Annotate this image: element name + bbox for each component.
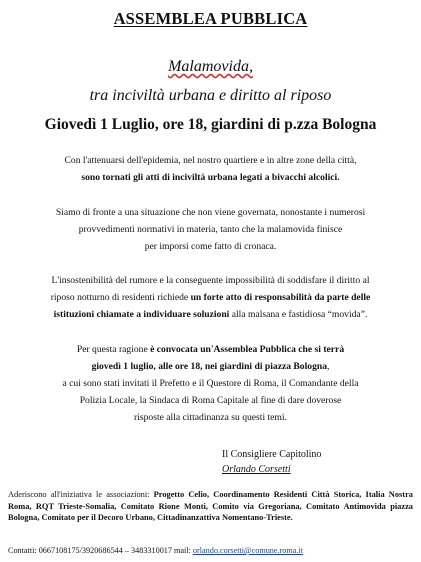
paragraph-2-line-1: Siamo di fronte a una situazione che non viene governata, nonostante i numerosi (55, 207, 366, 218)
paragraph-3-line-2: riposo notturno di residenti richiede un forte atto di responsabilità da parte delle (50, 292, 371, 303)
paragraph-4-line-5: risposte alla cittadinanza su questi temi. (134, 412, 287, 423)
associations-intro: Aderiscono all'iniziativa le associazioni: (8, 490, 154, 499)
paragraph-3-line-1: L'insostenibilità del rumore e la conseguente impossibilità di soddisfare il diritto al (51, 275, 370, 286)
paragraph-3 (8, 272, 413, 323)
paragraph-4-line-1: Per questa ragione è convocata un'Assemblea Pubblica che si terrà (76, 344, 345, 355)
paragraph-2-line-3: per imporsi come fatto di cronaca. (144, 241, 277, 252)
paragraph-4 (12, 341, 409, 426)
paragraph-3-line-3: istituzioni chiamate a individuare soluzioni alla malsana e fastidiosa “movida”. (53, 309, 368, 320)
contacts-label: Contatti: 0667108175/3920686544 – 3483310017 mail: (8, 546, 193, 555)
event-dateline: Giovedì 1 Luglio, ore 18, giardini di p.zza Bologna (44, 116, 377, 133)
paragraph-2-line-2: provvedimenti normativi in materia, tanto che la malamovida finisce (78, 224, 343, 235)
paragraph-1-line-1: Con l'attenuarsi dell'epidemia, nel nostro quartiere e in altre zone della città, (64, 155, 357, 166)
paragraph-4-line-4: Polizia Locale, la Sindaca di Roma Capitale al fine di dare doverose (79, 395, 342, 406)
paragraph-4-line-2: giovedì 1 luglio, alle ore 18, nei giardini di piazza Bologna, (91, 361, 330, 372)
contacts-line (8, 545, 413, 556)
paragraph-4-line-3: a cui sono stati invitati il Prefetto e il Questore di Roma, il Comandante della (62, 378, 359, 389)
signature-name: Orlando Corsetti (222, 464, 291, 475)
subtitle-line-2: tra inciviltà urbana e diritto al riposo (89, 87, 332, 104)
paragraph-1-line-2: sono tornati gli atti di inciviltà urbana legati a bivacchi alcolici. (81, 172, 340, 183)
associations-paragraph (8, 489, 413, 524)
signature-block (222, 447, 321, 477)
page-title: ASSEMBLEA PUBBLICA (113, 9, 308, 28)
subtitle-word-malamovida: Malamovida, (168, 58, 253, 75)
paragraph-1 (12, 152, 409, 186)
subtitle-line-1 (0, 58, 421, 76)
contact-email-link[interactable]: orlando.corsetti@comune.roma.it (192, 546, 303, 555)
associations-list: Progetto Celio, Coordinamento Residenti Città Storica, Italia Nostra Roma, RQT Trieste-Somalia, Comitato Rione Monti, Comito via Gregoriana, Comitato Antimovida piazza Bologna, Comitato per il Decoro Urbano, Cittadinanzattiva Nomentano-Trieste. (8, 490, 413, 522)
paragraph-2 (12, 204, 409, 255)
signature-role: Il Consigliere Capitolino (222, 449, 322, 460)
